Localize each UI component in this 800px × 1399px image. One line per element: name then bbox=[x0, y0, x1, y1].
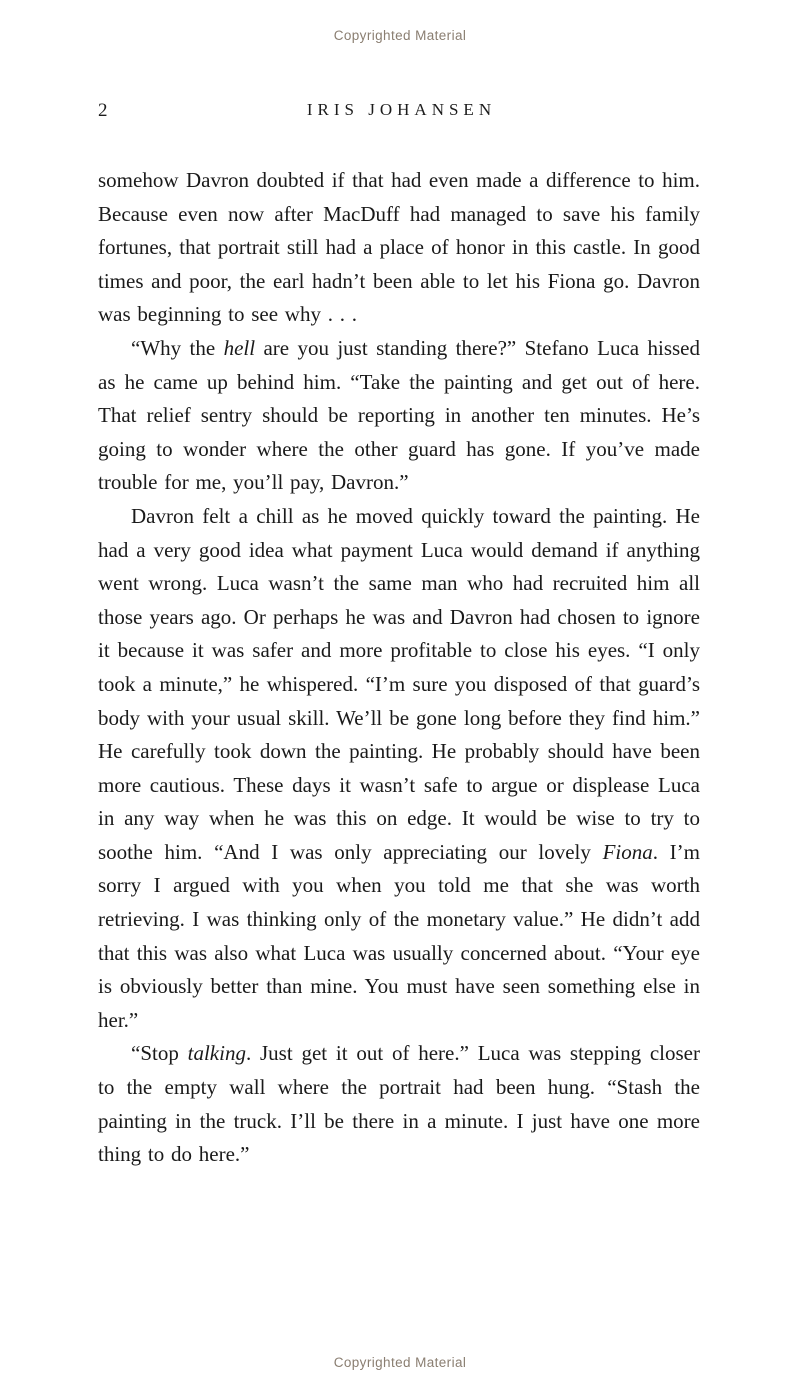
text-segment: . Just get it out of here.” Luca was stepping closer to the empty wall where the portrait had been hung. “Stash the painting in the truck. I’ll be there in a minute. I just have one more thing to do here.” bbox=[98, 1041, 700, 1167]
page-number: 2 bbox=[98, 100, 108, 121]
author-running-head: IRIS JOHANSEN bbox=[306, 100, 497, 119]
copyright-notice-bottom: Copyrighted Material bbox=[333, 1355, 467, 1370]
paragraph bbox=[98, 1037, 700, 1171]
text-segment: . I’m sorry I argued with you when you told me that she was worth retrieving. I was thinking only of the monetary value.” He didn’t add that this was also what Luca was usually concerned about. “Your eye is obviously better than mine. You must have seen something else in her.” bbox=[98, 839, 700, 1032]
page-content bbox=[98, 100, 700, 1172]
italic-text: hell bbox=[223, 335, 256, 360]
italic-text: talking bbox=[187, 1041, 246, 1066]
body-text bbox=[98, 164, 700, 1172]
text-segment: Davron felt a chill as he moved quickly toward the painting. He had a very good idea what payment Luca would demand if anything went wrong. Luca wasn’t the same man who had recruited him all those years ago. Or perhaps he was and Davron had chosen to ignore it because it was safer and more profitable to close his eyes. “I only took a minute,” he whispered. “I’m sure you disposed of that guard’s body with your usual skill. We’ll be gone long before they find him.” He carefully took down the painting. He probably should have been more cautious. These days it wasn’t safe to argue or displease Luca in any way when he was this on edge. It would be wise to try to soothe him. “And I was only appreciating our lovely bbox=[98, 503, 700, 864]
paragraph bbox=[98, 500, 700, 1038]
running-header bbox=[98, 100, 700, 128]
text-segment: are you just standing there?” Stefano Luca hissed as he came up behind him. “Take the painting and get out of here. That relief sentry should be reporting in another ten minutes. He’s going to wonder where the other guard has gone. If you’ve made trouble for me, you’ll pay, Davron.” bbox=[98, 335, 700, 495]
copyright-notice-top: Copyrighted Material bbox=[333, 28, 467, 43]
italic-text: Fiona bbox=[602, 839, 653, 864]
paragraph bbox=[98, 164, 700, 332]
text-segment: “Stop bbox=[131, 1041, 188, 1066]
paragraph bbox=[98, 332, 700, 500]
text-segment: “Why the bbox=[131, 335, 224, 360]
text-segment: somehow Davron doubted if that had even made a difference to him. Because even now after MacDuff had managed to save his family fortunes, that portrait still had a place of honor in this castle. In good times and poor, the earl hadn’t been able to let his Fiona go. Davron was beginning to see why . . . bbox=[98, 168, 700, 327]
